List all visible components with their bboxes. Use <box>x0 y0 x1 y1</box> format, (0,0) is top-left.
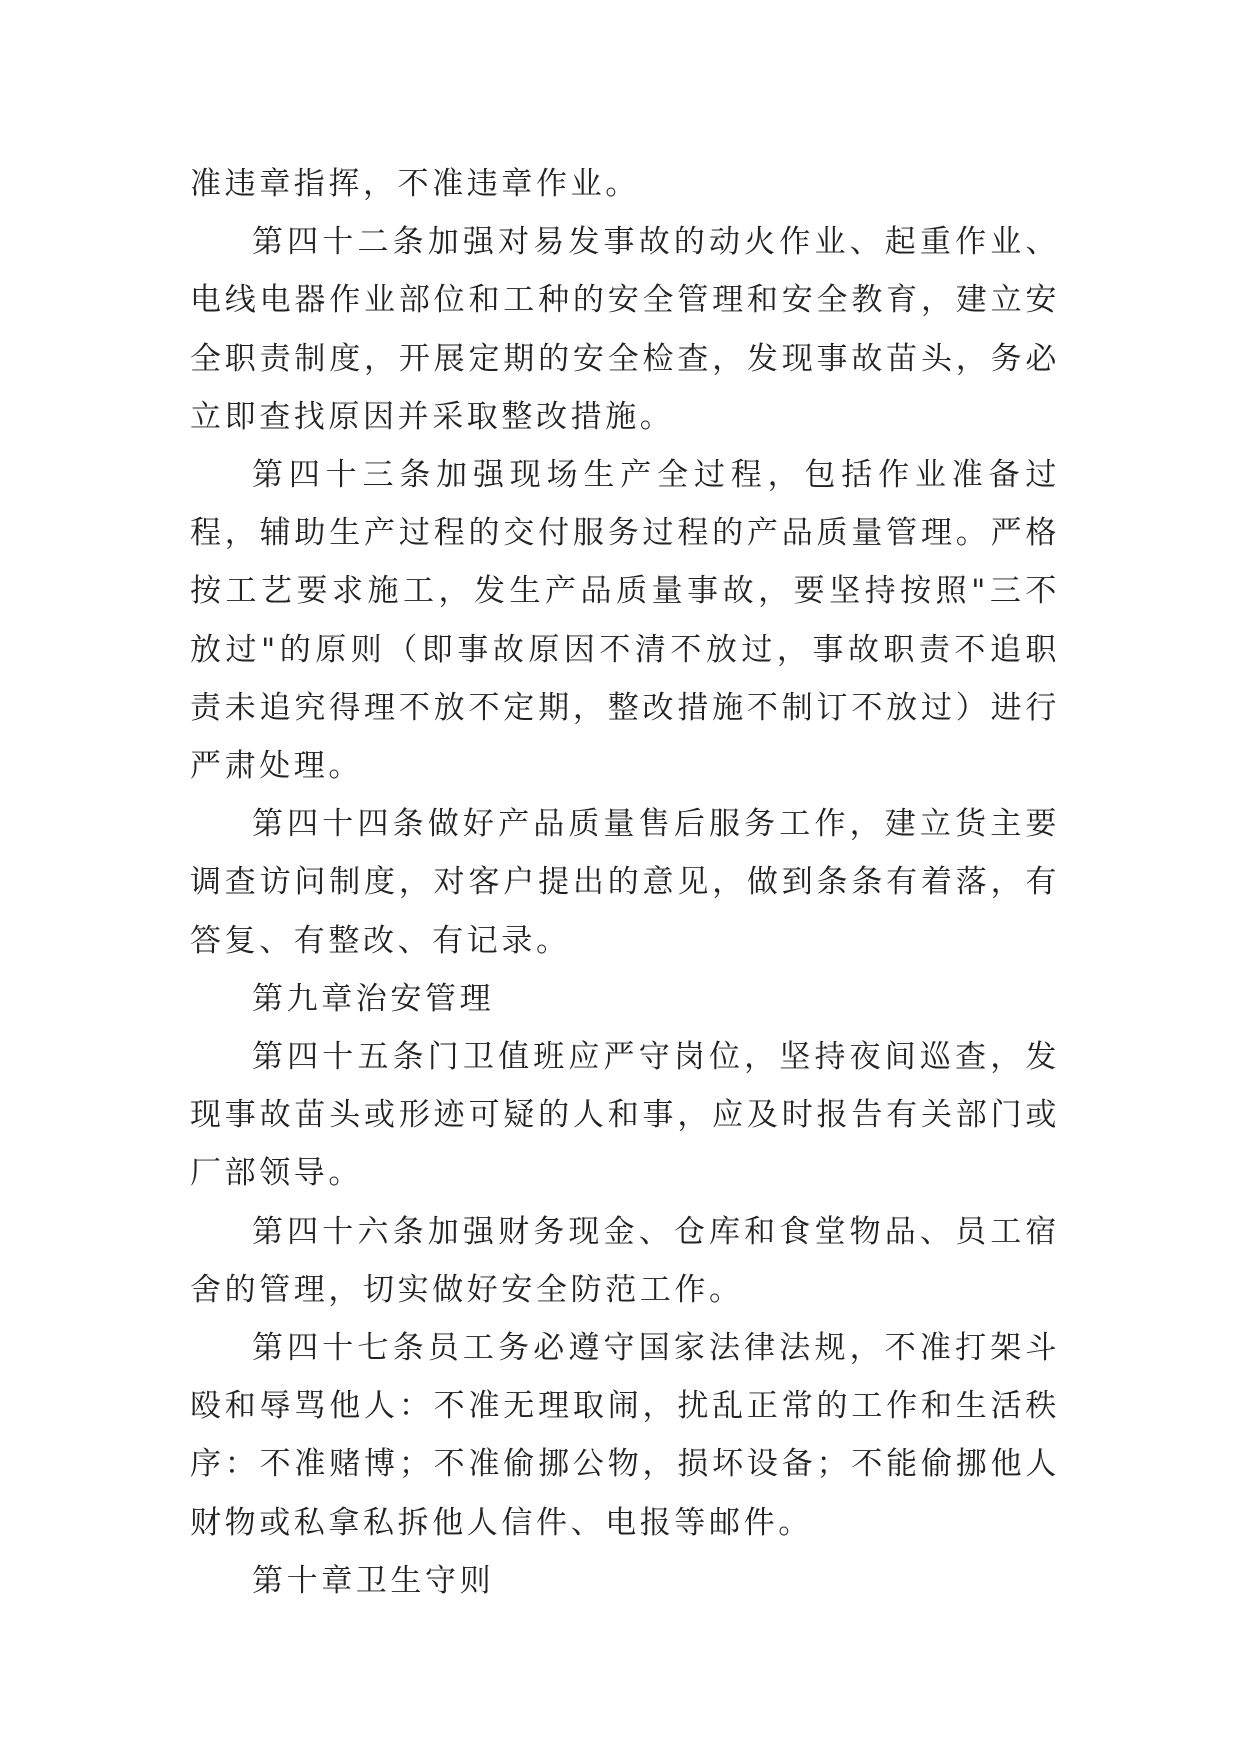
article-45: 第四十五条门卫值班应严守岗位，坚持夜间巡查，发现事故苗头或形迹可疑的人和事，应及时报告有关部门或厂部领导。 <box>190 1039 1060 1192</box>
chapter-9-heading: 第九章治安管理 <box>252 980 495 1017</box>
paragraph-continuation: 准违章指挥，不准违章作业。 <box>190 166 640 202</box>
chapter-10-heading: 第十章卫生守则 <box>252 1562 495 1599</box>
article-46: 第四十六条加强财务现金、仓库和食堂物品、员工宿舍的管理，切实做好安全防范工作。 <box>190 1213 1060 1308</box>
document-body <box>190 155 1060 1610</box>
article-47: 第四十七条员工务必遵守国家法律法规，不准打架斗殴和辱骂他人：不准无理取闹，扰乱正常的工作和生活秩序：不准赌博；不准偷挪公物，损坏设备；不能偷挪他人财物或私拿私拆他人信件、电报等邮件。 <box>190 1330 1060 1541</box>
article-44: 第四十四条做好产品质量售后服务工作，建立货主要调查访问制度，对客户提出的意见，做到条条有着落，有答复、有整改、有记录。 <box>190 806 1060 959</box>
article-43: 第四十三条加强现场生产全过程，包括作业准备过程，辅助生产过程的交付服务过程的产品质量管理。严格按工艺要求施工，发生产品质量事故，要坚持按照"三不放过"的原则（即事故原因不清不放过，事故职责不追职责未追究得理不放不定期，整改措施不制订不放过）进行严肃处理。 <box>190 457 1060 785</box>
article-42: 第四十二条加强对易发事故的动火作业、起重作业、电线电器作业部位和工种的安全管理和安全教育，建立安全职责制度，开展定期的安全检查，发现事故苗头，务必立即查找原因并采取整改措施。 <box>190 224 1060 435</box>
